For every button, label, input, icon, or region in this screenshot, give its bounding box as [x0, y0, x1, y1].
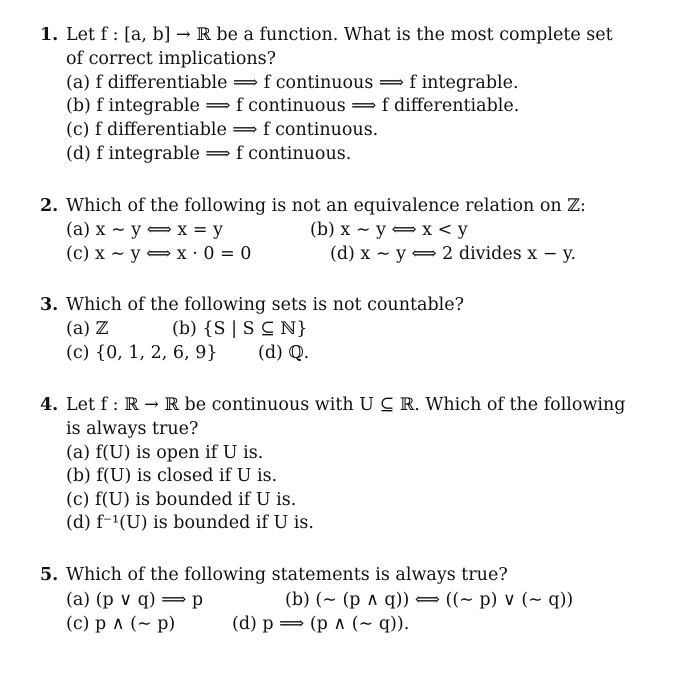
- option-b: (b) f(U) is closed if U is.: [66, 466, 278, 486]
- question-stem-line: Let f : [a, b] → ℝ be a function. What is the most complete set: [66, 25, 613, 45]
- question-stem-line: Which of the following sets is not countable?: [66, 295, 464, 315]
- question-number: 2.: [40, 196, 59, 216]
- option-d: (d) f integrable ⟹ f continuous.: [66, 144, 352, 164]
- option-d: (d) ℚ.: [258, 343, 310, 363]
- question-number: 4.: [40, 395, 59, 415]
- option-a: (a) f differentiable ⟹ f continuous ⟹ f integrable.: [66, 73, 519, 93]
- option-a: (a) x ∼ y ⟺ x = y: [66, 220, 223, 240]
- option-c: (c) f(U) is bounded if U is.: [66, 490, 297, 510]
- option-d: (d) x ∼ y ⟺ 2 divides x − y.: [330, 244, 577, 264]
- question-number: 1.: [40, 25, 59, 45]
- question-stem-line: Let f : ℝ → ℝ be continuous with U ⊆ ℝ. Which of the following: [66, 395, 626, 415]
- option-d: (d) p ⟹ (p ∧ (∼ q)).: [232, 614, 410, 634]
- question-number: 3.: [40, 295, 59, 315]
- option-a: (a) (p ∨ q) ⟹ p: [66, 590, 204, 610]
- option-d: (d) f⁻¹(U) is bounded if U is.: [66, 513, 314, 533]
- option-c: (c) x ∼ y ⟺ x · 0 = 0: [66, 244, 252, 264]
- option-b: (b) f integrable ⟹ f continuous ⟹ f differentiable.: [66, 96, 520, 116]
- option-c: (c) p ∧ (∼ p): [66, 614, 176, 634]
- option-a: (a) f(U) is open if U is.: [66, 443, 264, 463]
- option-b: (b) (∼ (p ∧ q)) ⟺ ((∼ p) ∨ (∼ q)): [285, 590, 574, 610]
- option-c: (c) {0, 1, 2, 6, 9}: [66, 343, 218, 363]
- question-stem-line: Which of the following statements is always true?: [66, 565, 508, 585]
- question-number: 5.: [40, 565, 59, 585]
- option-b: (b) {S | S ⊆ ℕ}: [172, 319, 308, 339]
- question-stem-line: Which of the following is not an equivalence relation on ℤ:: [66, 196, 586, 216]
- question-stem-line: of correct implications?: [66, 49, 277, 69]
- question-stem-line: is always true?: [66, 419, 199, 439]
- option-b: (b) x ∼ y ⟺ x < y: [310, 220, 468, 240]
- option-a: (a) ℤ: [66, 319, 109, 339]
- option-c: (c) f differentiable ⟹ f continuous.: [66, 120, 379, 140]
